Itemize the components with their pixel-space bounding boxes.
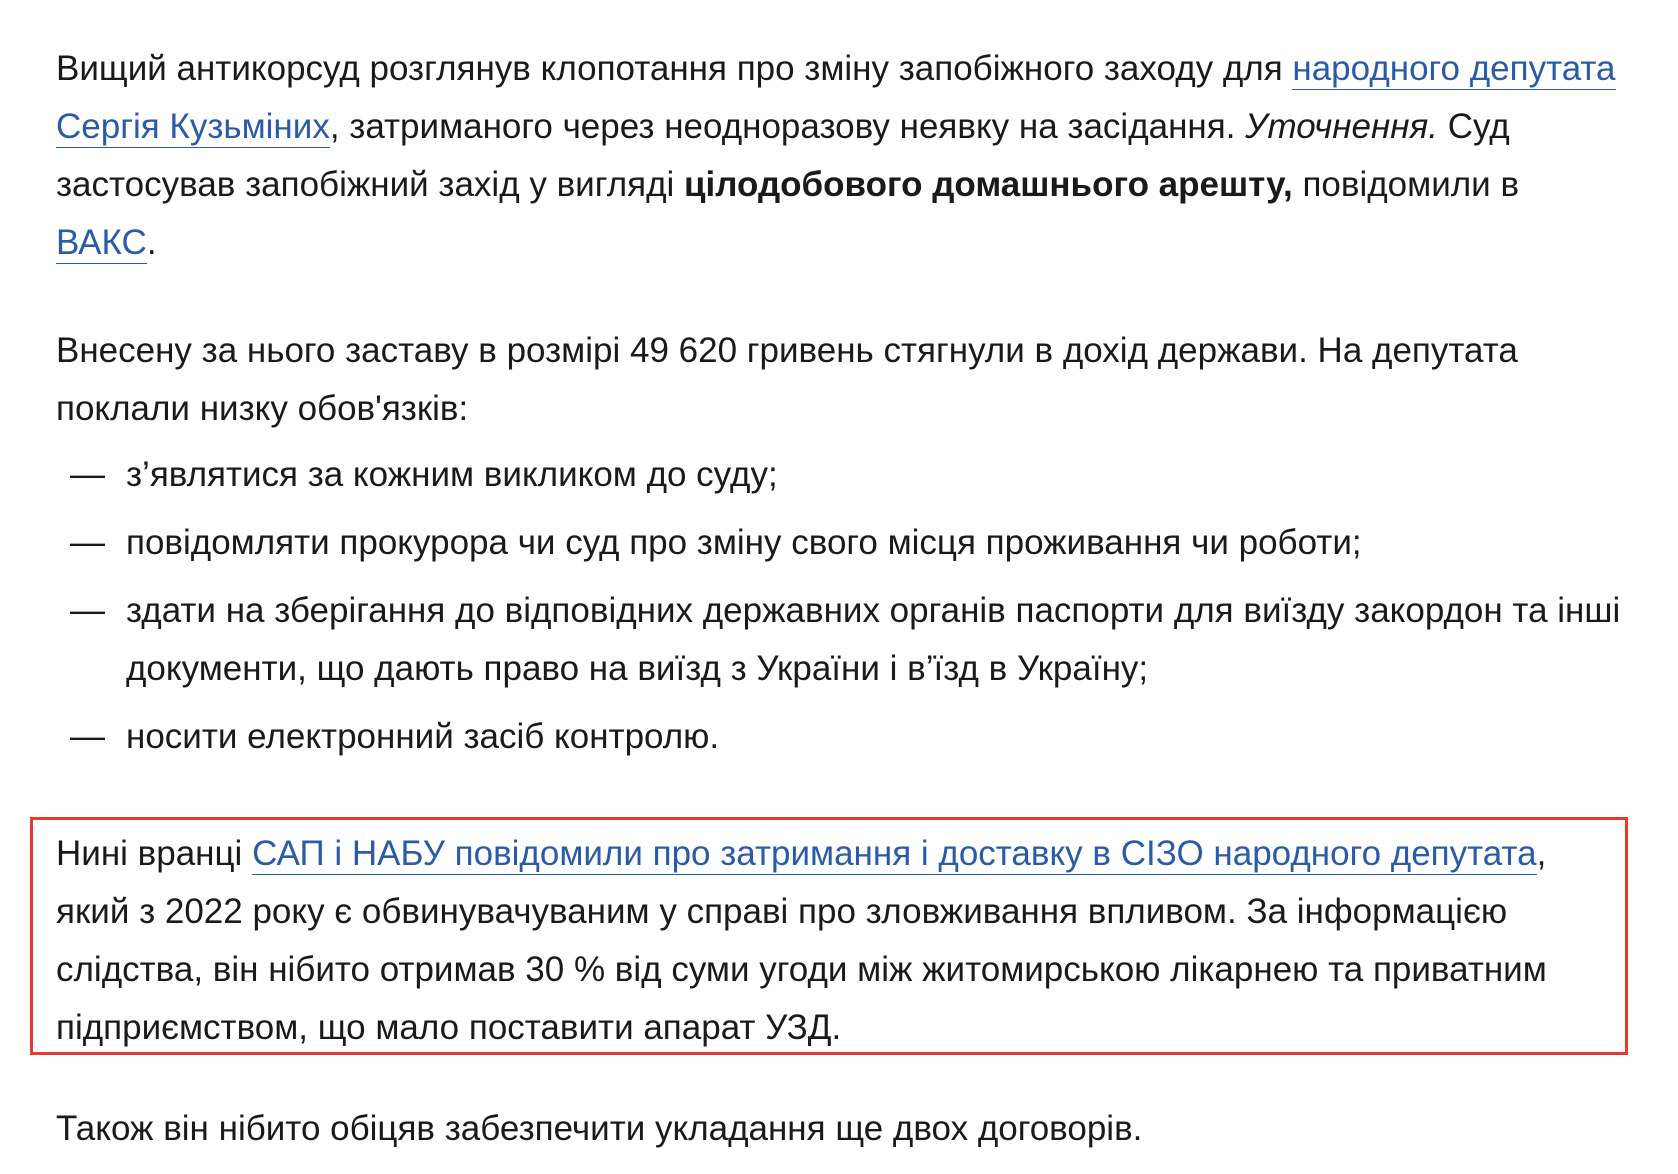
list-item — [56, 514, 1678, 572]
dash-bullet: — — [70, 523, 105, 562]
sap-nabu-link[interactable]: САП і НАБУ повідомили про затримання і доставку в СІЗО народного депутата — [252, 834, 1537, 873]
mp-kuzminykh-link[interactable]: народного депутата Сергія Кузьміних — [56, 49, 1616, 146]
clarification-label: Уточнення. — [1245, 107, 1438, 146]
duties-list — [56, 446, 1656, 766]
paragraph-bail: Внесену за нього заставу в розмірі 49 620 гривень стягнули в дохід держави. На депутата поклали низку обов'язків: — [56, 331, 1518, 428]
list-item-text: повідомляти прокурора чи суд про зміну свого місця проживання чи роботи; — [126, 523, 1362, 562]
update-text-1: Нині вранці — [56, 834, 253, 873]
list-item-text: з’являтися за кожним викликом до суду; — [126, 455, 778, 494]
update-text-2: , який з 2022 року є обвинувачуваним у справі про зловживання впливом. За інформацією слідства, він нібито отримав 30 % від суми угоди між житомирською лікарнею та приватним підприємством, що мало поставити апарат УЗД. — [56, 834, 1547, 1047]
house-arrest-bold: цілодобового домашнього арешту, — [684, 165, 1293, 204]
intro-text-4: повідомили в — [1292, 165, 1520, 204]
article-body — [56, 40, 1656, 776]
intro-text-2: , затриманого через неодноразову неявку на засідання. — [329, 107, 1246, 146]
dash-bullet: — — [70, 455, 105, 494]
list-item-text: здати на зберігання до відповідних державних органів паспорти для виїзду закордон та інші документи, що дають право на виїзд з України і в’їзд в Україну; — [126, 591, 1621, 688]
paragraph-intro — [56, 40, 1616, 272]
vaks-link[interactable]: ВАКС — [56, 223, 147, 262]
paragraph-final: Також він нібито обіцяв забезпечити укладання ще двох договорів. — [56, 1109, 1143, 1148]
intro-text-1: Вищий антикорсуд розглянув клопотання про зміну запобіжного заходу для — [56, 49, 1293, 88]
list-item — [56, 582, 1678, 698]
list-item — [56, 446, 1678, 504]
intro-text-5: . — [146, 223, 157, 262]
intro-text-3: Суд застосував запобіжний захід у вигляді — [56, 107, 1510, 204]
list-item-text: носити електронний засіб контролю. — [126, 717, 720, 756]
list-item — [56, 708, 1678, 766]
dash-bullet: — — [70, 591, 105, 630]
paragraph-update — [56, 825, 1616, 1057]
dash-bullet: — — [70, 717, 105, 756]
